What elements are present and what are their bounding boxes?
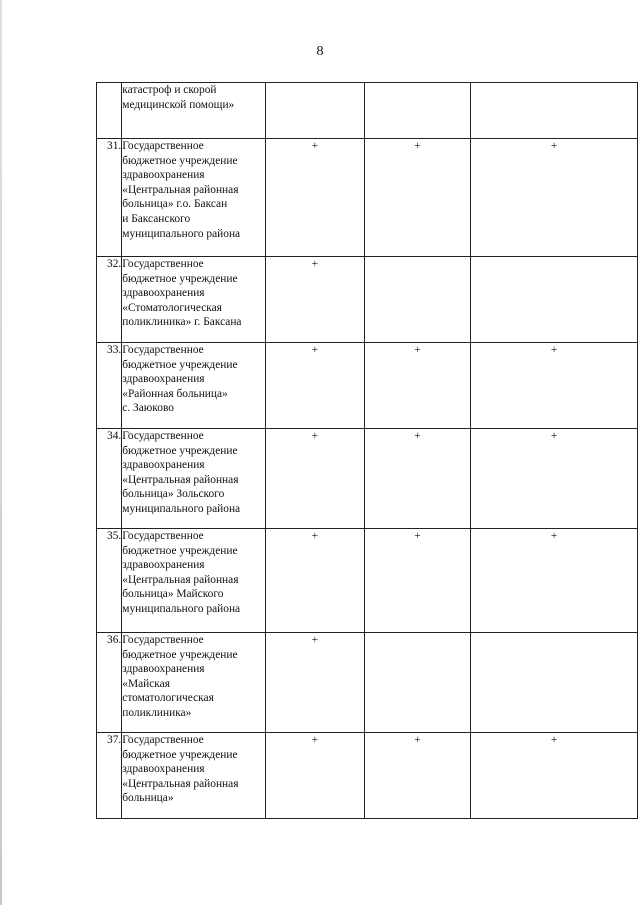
mark-cell-1: + — [265, 257, 364, 343]
table-row — [97, 529, 638, 633]
institution-name: Государственное бюджетное учреждение здравоохранения «Центральная районная больница» г.о. Баксан и Баксанского муниципального района — [122, 139, 266, 257]
mark-cell-3: + — [471, 139, 638, 257]
row-number: 35. — [97, 529, 122, 633]
row-number — [97, 83, 122, 139]
mark-cell-2 — [364, 83, 470, 139]
mark-cell-2: + — [364, 733, 470, 819]
row-number: 34. — [97, 429, 122, 529]
mark-cell-3: + — [471, 343, 638, 429]
institution-name: Государственное бюджетное учреждение здравоохранения «Районная больница» с. Заюково — [122, 343, 266, 429]
mark-cell-3: + — [471, 733, 638, 819]
row-number: 31. — [97, 139, 122, 257]
mark-cell-2 — [364, 257, 470, 343]
scan-edge — [0, 0, 2, 905]
institutions-table — [96, 82, 638, 819]
row-number: 33. — [97, 343, 122, 429]
mark-cell-2: + — [364, 343, 470, 429]
institution-name: Государственное бюджетное учреждение здравоохранения «Центральная районная больница» Майского муниципального района — [122, 529, 266, 633]
mark-cell-3: + — [471, 429, 638, 529]
mark-cell-1: + — [265, 733, 364, 819]
institution-name: катастроф и скорой медицинской помощи» — [122, 83, 266, 139]
mark-cell-3 — [471, 633, 638, 733]
mark-cell-1: + — [265, 633, 364, 733]
table-row — [97, 257, 638, 343]
row-number: 37. — [97, 733, 122, 819]
table-row — [97, 343, 638, 429]
mark-cell-2: + — [364, 529, 470, 633]
mark-cell-2: + — [364, 139, 470, 257]
mark-cell-1: + — [265, 343, 364, 429]
table-row — [97, 733, 638, 819]
mark-cell-2 — [364, 633, 470, 733]
mark-cell-3 — [471, 83, 638, 139]
institution-name: Государственное бюджетное учреждение здравоохранения «Центральная районная больница» Зольского муниципального района — [122, 429, 266, 529]
row-number: 36. — [97, 633, 122, 733]
mark-cell-1 — [265, 83, 364, 139]
mark-cell-1: + — [265, 139, 364, 257]
table-row — [97, 429, 638, 529]
table-row — [97, 83, 638, 139]
table-row — [97, 139, 638, 257]
institution-name: Государственное бюджетное учреждение здравоохранения «Стоматологическая поликлиника» г. Баксана — [122, 257, 266, 343]
row-number: 32. — [97, 257, 122, 343]
table-row — [97, 633, 638, 733]
institution-name: Государственное бюджетное учреждение здравоохранения «Центральная районная больница» — [122, 733, 266, 819]
mark-cell-2: + — [364, 429, 470, 529]
page-number: 8 — [316, 44, 324, 59]
mark-cell-3: + — [471, 529, 638, 633]
institution-name: Государственное бюджетное учреждение здравоохранения «Майская стоматологическая поликлиника» — [122, 633, 266, 733]
mark-cell-1: + — [265, 429, 364, 529]
mark-cell-1: + — [265, 529, 364, 633]
mark-cell-3 — [471, 257, 638, 343]
